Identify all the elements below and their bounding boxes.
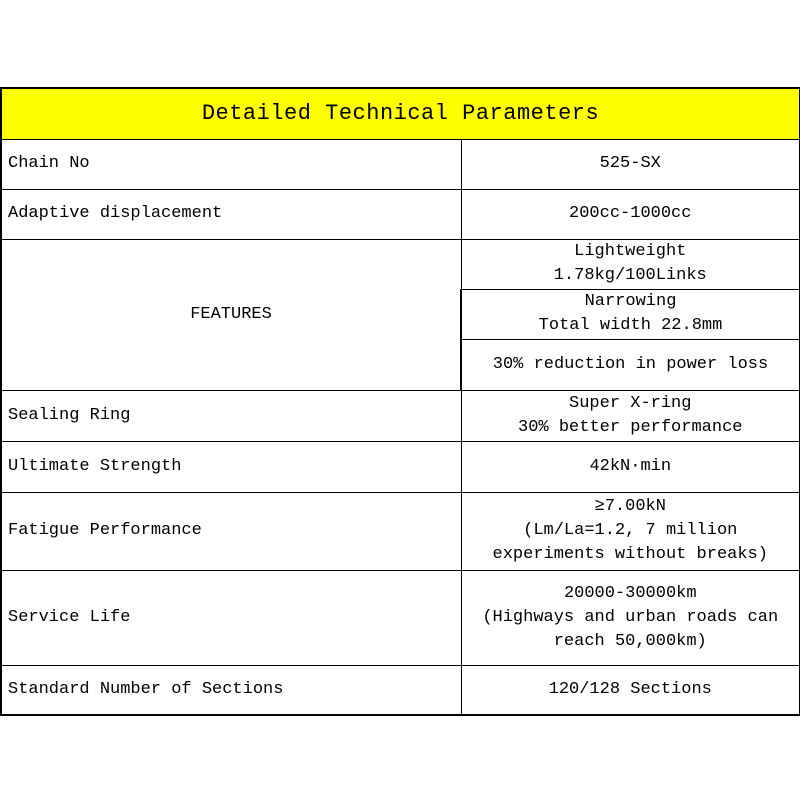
table-row-service-life: [1, 570, 800, 665]
service-life-label: Service Life: [1, 570, 461, 665]
ultimate-strength-value: 42kN·min: [461, 441, 800, 492]
table-row-fatigue: [1, 492, 800, 570]
table-row-sections: [1, 665, 800, 715]
features-label: FEATURES: [1, 239, 461, 390]
sections-value: 120/128 Sections: [461, 665, 800, 715]
feature-power-loss: 30% reduction in power loss: [461, 339, 800, 390]
table-header-row: [1, 88, 800, 139]
technical-parameters-table: [0, 87, 800, 716]
sealing-ring-value: Super X-ring 30% better performance: [461, 390, 800, 441]
table-title: Detailed Technical Parameters: [1, 88, 800, 139]
sealing-ring-label: Sealing Ring: [1, 390, 461, 441]
feature-narrowing: Narrowing Total width 22.8mm: [461, 289, 800, 339]
fatigue-value: ≥7.00kN (Lm/La=1.2, 7 million experiments without breaks): [461, 492, 800, 570]
fatigue-label: Fatigue Performance: [1, 492, 461, 570]
chain-no-value: 525-SX: [461, 139, 800, 189]
table-row-ultimate-strength: [1, 441, 800, 492]
service-life-value: 20000-30000km (Highways and urban roads can reach 50,000km): [461, 570, 800, 665]
table-row-features-1: [1, 239, 800, 289]
table-row-chain-no: [1, 139, 800, 189]
sections-label: Standard Number of Sections: [1, 665, 461, 715]
displacement-label: Adaptive displacement: [1, 189, 461, 239]
feature-lightweight: Lightweight 1.78kg/100Links: [461, 239, 800, 289]
table-row-sealing-ring: [1, 390, 800, 441]
chain-no-label: Chain No: [1, 139, 461, 189]
ultimate-strength-label: Ultimate Strength: [1, 441, 461, 492]
displacement-value: 200cc-1000cc: [461, 189, 800, 239]
table-row-displacement: [1, 189, 800, 239]
